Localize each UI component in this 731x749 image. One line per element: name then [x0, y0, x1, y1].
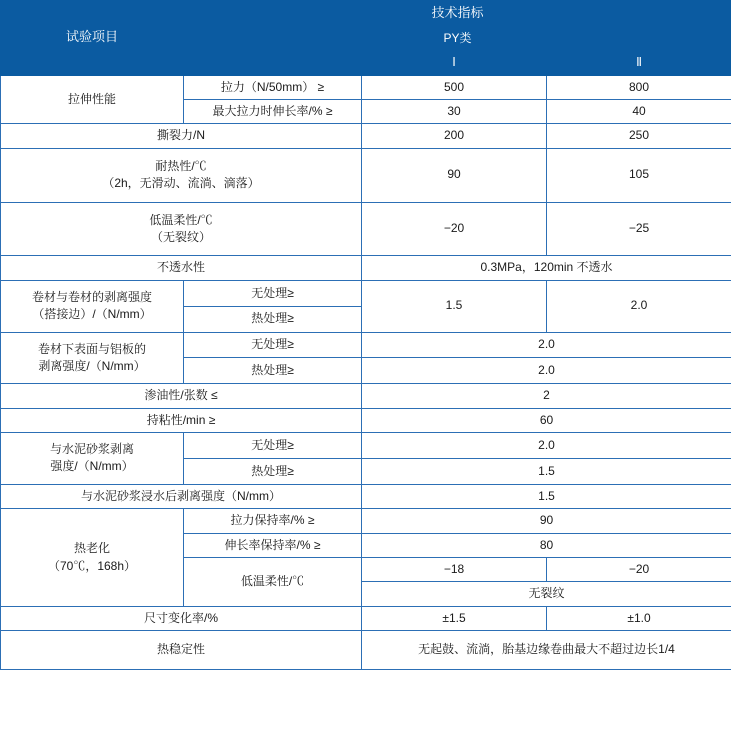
row-label-low-temp-flex-line1: 低温柔性/℃: [149, 212, 213, 227]
row-value-grade1: −18: [362, 558, 547, 582]
row-sub-tensile-retention: 拉力保持率/% ≥: [184, 509, 362, 533]
row-sub-heat-treated: 热处理≥: [184, 358, 362, 384]
row-label-heat-resistance-line2: （2h，无滑动、流淌、滴落）: [102, 176, 260, 191]
row-label-cement-mortar-soaked-peel: 与水泥砂浆浸水后剥离强度（N/mm）: [1, 484, 362, 508]
row-label-sheet-to-aluminum-peel: [1, 332, 184, 384]
row-sub-heat-treated: 热处理≥: [184, 306, 362, 332]
row-value-merged: 80: [362, 533, 731, 557]
row-label-holding-adhesion: 持粘性/min ≥: [1, 408, 362, 432]
table-row: [1, 408, 731, 432]
table-row: [1, 606, 731, 630]
row-value-grade1: −20: [362, 202, 547, 256]
row-value-merged: 2: [362, 384, 731, 408]
row-label-cement-mortar-peel-line1: 与水泥砂浆剥离: [49, 442, 134, 457]
header-subcolumn-blank: [184, 51, 362, 75]
row-label-dimensional-change: 尺寸变化率/%: [1, 606, 362, 630]
table-row: [1, 484, 731, 508]
header-tech-index: 技术指标: [184, 1, 731, 27]
row-sub-untreated: 无处理≥: [184, 433, 362, 459]
row-label-heat-aging: [1, 509, 184, 607]
table-row: [1, 256, 731, 280]
row-value-grade2: 2.0: [547, 280, 731, 332]
row-value-merged: 1.5: [362, 458, 731, 484]
row-label-tensile: 拉伸性能: [1, 75, 184, 124]
table-row: [1, 509, 731, 533]
row-sub-max-elongation: 最大拉力时伸长率/% ≥: [184, 100, 362, 124]
row-label-oil-seepage: 渗油性/张数 ≤: [1, 384, 362, 408]
row-sub-elongation-retention: 伸长率保持率/% ≥: [184, 533, 362, 557]
row-label-cement-mortar-peel: [1, 433, 184, 485]
row-value-merged: 90: [362, 509, 731, 533]
row-sub-untreated: 无处理≥: [184, 280, 362, 306]
row-value-merged: 2.0: [362, 332, 731, 358]
row-label-sheet-to-aluminum-peel-line1: 卷材下表面与铝板的: [37, 341, 146, 356]
row-sub-tensile-force: 拉力（N/50mm） ≥: [184, 75, 362, 99]
row-value-grade2: −20: [547, 558, 731, 582]
row-value-grade2: 40: [547, 100, 731, 124]
row-value-grade1: ±1.5: [362, 606, 547, 630]
row-sub-heat-treated: 热处理≥: [184, 458, 362, 484]
row-sub-low-temp-flex: 低温柔性/℃: [184, 558, 362, 607]
row-value-grade2: −25: [547, 202, 731, 256]
table-row: [1, 148, 731, 202]
row-value-merged: 无起鼓、流淌，胎基边缘卷曲最大不超过边长1/4: [362, 631, 731, 669]
row-label-heat-resistance-line1: 耐热性/℃: [155, 158, 207, 173]
row-value-merged: 2.0: [362, 433, 731, 459]
row-value-merged: 2.0: [362, 358, 731, 384]
row-value-grade2: ±1.0: [547, 606, 731, 630]
table-row: [1, 384, 731, 408]
row-value-grade1: 30: [362, 100, 547, 124]
table-header-row-1: [1, 1, 731, 27]
row-label-sheet-to-sheet-peel-line2: （搭接边）/（N/mm）: [32, 307, 152, 322]
row-value-merged: 0.3MPa，120min 不透水: [362, 256, 731, 280]
row-value-grade1: 200: [362, 124, 547, 148]
row-label-heat-resistance: [1, 148, 362, 202]
row-value-grade1: 500: [362, 75, 547, 99]
header-grade-1: Ⅰ: [362, 51, 547, 75]
row-value-grade1: 90: [362, 148, 547, 202]
row-label-sheet-to-sheet-peel: [1, 280, 184, 332]
row-sub-untreated: 无处理≥: [184, 332, 362, 358]
row-label-low-temp-flex: [1, 202, 362, 256]
row-label-impermeability: 不透水性: [1, 256, 362, 280]
row-value-merged: 无裂纹: [362, 582, 731, 606]
row-label-thermal-stability: 热稳定性: [1, 631, 362, 669]
header-test-item: 试验项目: [1, 1, 184, 76]
header-py-class: PY类: [184, 26, 731, 50]
row-label-cement-mortar-peel-line2: 强度/（N/mm）: [50, 459, 134, 474]
table-row: [1, 631, 731, 669]
row-label-tear-force: 撕裂力/N: [1, 124, 362, 148]
table-row: [1, 433, 731, 459]
row-value-grade2: 800: [547, 75, 731, 99]
row-value-grade2: 105: [547, 148, 731, 202]
row-label-low-temp-flex-line2: （无裂纹）: [150, 229, 211, 244]
header-grade-2: Ⅱ: [547, 51, 731, 75]
row-label-heat-aging-line2: （70℃，168h）: [47, 558, 137, 573]
table-row: [1, 75, 731, 99]
row-label-sheet-to-sheet-peel-line1: 卷材与卷材的剥离强度: [31, 289, 152, 304]
table-row: [1, 124, 731, 148]
table-row: [1, 332, 731, 358]
table-row: [1, 202, 731, 256]
row-value-grade1: 1.5: [362, 280, 547, 332]
row-value-merged: 60: [362, 408, 731, 432]
row-value-merged: 1.5: [362, 484, 731, 508]
row-label-sheet-to-aluminum-peel-line2: 剥离强度/（N/mm）: [38, 358, 146, 373]
row-value-grade2: 250: [547, 124, 731, 148]
row-label-heat-aging-line1: 热老化: [73, 541, 110, 556]
table-row: [1, 280, 731, 306]
